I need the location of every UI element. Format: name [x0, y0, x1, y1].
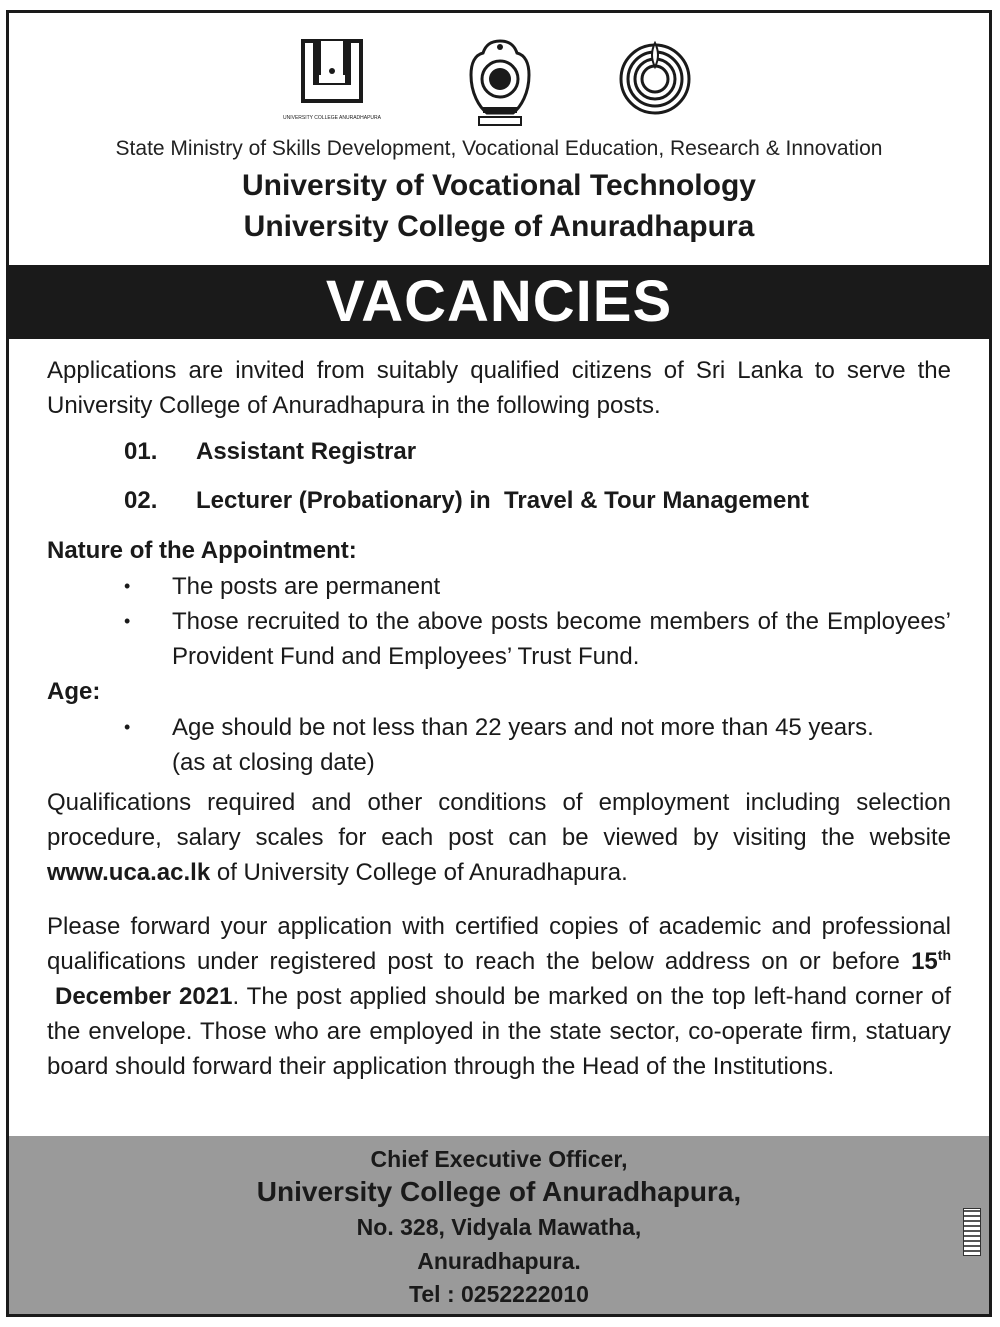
- qualifications-paragraph: [47, 785, 951, 890]
- bullet-icon: •: [124, 576, 131, 596]
- bullet-icon: •: [124, 717, 131, 737]
- application-text: Please forward your application with certified copies of academic and professional qualifications under registered post to reach the below address on or before: [47, 913, 951, 975]
- age-heading: Age:: [47, 678, 101, 705]
- address-title: Chief Executive Officer,: [370, 1146, 628, 1172]
- closing-date-rest: December 2021: [47, 983, 233, 1010]
- uva-logo-caption: UNIVERSITY COLLEGE ANURADHAPURA: [283, 115, 381, 121]
- post-number: 02.: [124, 487, 158, 514]
- bullet-text: Those recruited to the above posts become members of the Employees’ Provident Fund and Employees’ Trust Fund.: [172, 608, 951, 670]
- logo-row: [9, 37, 989, 137]
- age-bullet: [124, 710, 951, 780]
- post-item: [124, 487, 809, 515]
- code-mark-icon: [963, 1208, 981, 1256]
- university-name: University of Vocational Technology: [242, 169, 756, 202]
- bullet-icon: •: [124, 611, 131, 631]
- address-telephone: Tel : 0252222010: [409, 1281, 589, 1307]
- address-college: University College of Anuradhapura,: [256, 1176, 742, 1207]
- closing-date-day: 15: [911, 948, 938, 975]
- post-title: Lecturer (Probationary) in Travel & Tour Management: [196, 487, 810, 514]
- address-city: Anuradhapura.: [417, 1248, 581, 1274]
- address-street: No. 328, Vidyala Mawatha,: [356, 1214, 642, 1240]
- website-link[interactable]: www.uca.ac.lk: [47, 859, 211, 886]
- ministry-name: State Ministry of Skills Development, Vocational Education, Research & Innovation: [115, 137, 883, 160]
- application-text-end: . The post applied should be marked on the top left-hand corner of the envelope. Those who are employed in the state sector, co-operate firm, statuary board should forward their application through the Head of the Institutions.: [47, 983, 951, 1080]
- uva-logo-icon: [283, 37, 381, 129]
- intro-paragraph: Applications are invited from suitably qualified citizens of Sri Lanka to serve the University College of Anuradhapura in the following posts.: [47, 357, 951, 419]
- college-name: University College of Anuradhapura: [243, 210, 755, 243]
- application-paragraph: [47, 909, 951, 1084]
- nature-bullet: [124, 604, 951, 674]
- qualifications-text: Qualifications required and other conditions of employment including selection procedure, salary scales for each post can be viewed by visiting the website: [47, 789, 951, 851]
- post-item: [124, 438, 416, 466]
- nature-heading: Nature of the Appointment:: [47, 537, 357, 564]
- advertisement-frame: [6, 10, 992, 1317]
- qualifications-text-end: of University College of Anuradhapura.: [210, 859, 628, 886]
- closing-date-suffix: th: [937, 947, 951, 963]
- post-number: 01.: [124, 438, 158, 465]
- post-title: Assistant Registrar: [196, 438, 417, 465]
- address-footer: [9, 1136, 989, 1314]
- age-requirement: Age should be not less than 22 years and not more than 45 years.: [172, 714, 874, 741]
- nature-bullet: [124, 569, 951, 604]
- bullet-text: The posts are permanent: [172, 573, 441, 600]
- age-closing-note: (as at closing date): [172, 749, 375, 776]
- lamp-circles-logo-icon: [615, 37, 695, 117]
- state-emblem-icon: [465, 37, 535, 129]
- vacancies-banner: VACANCIES: [9, 265, 989, 339]
